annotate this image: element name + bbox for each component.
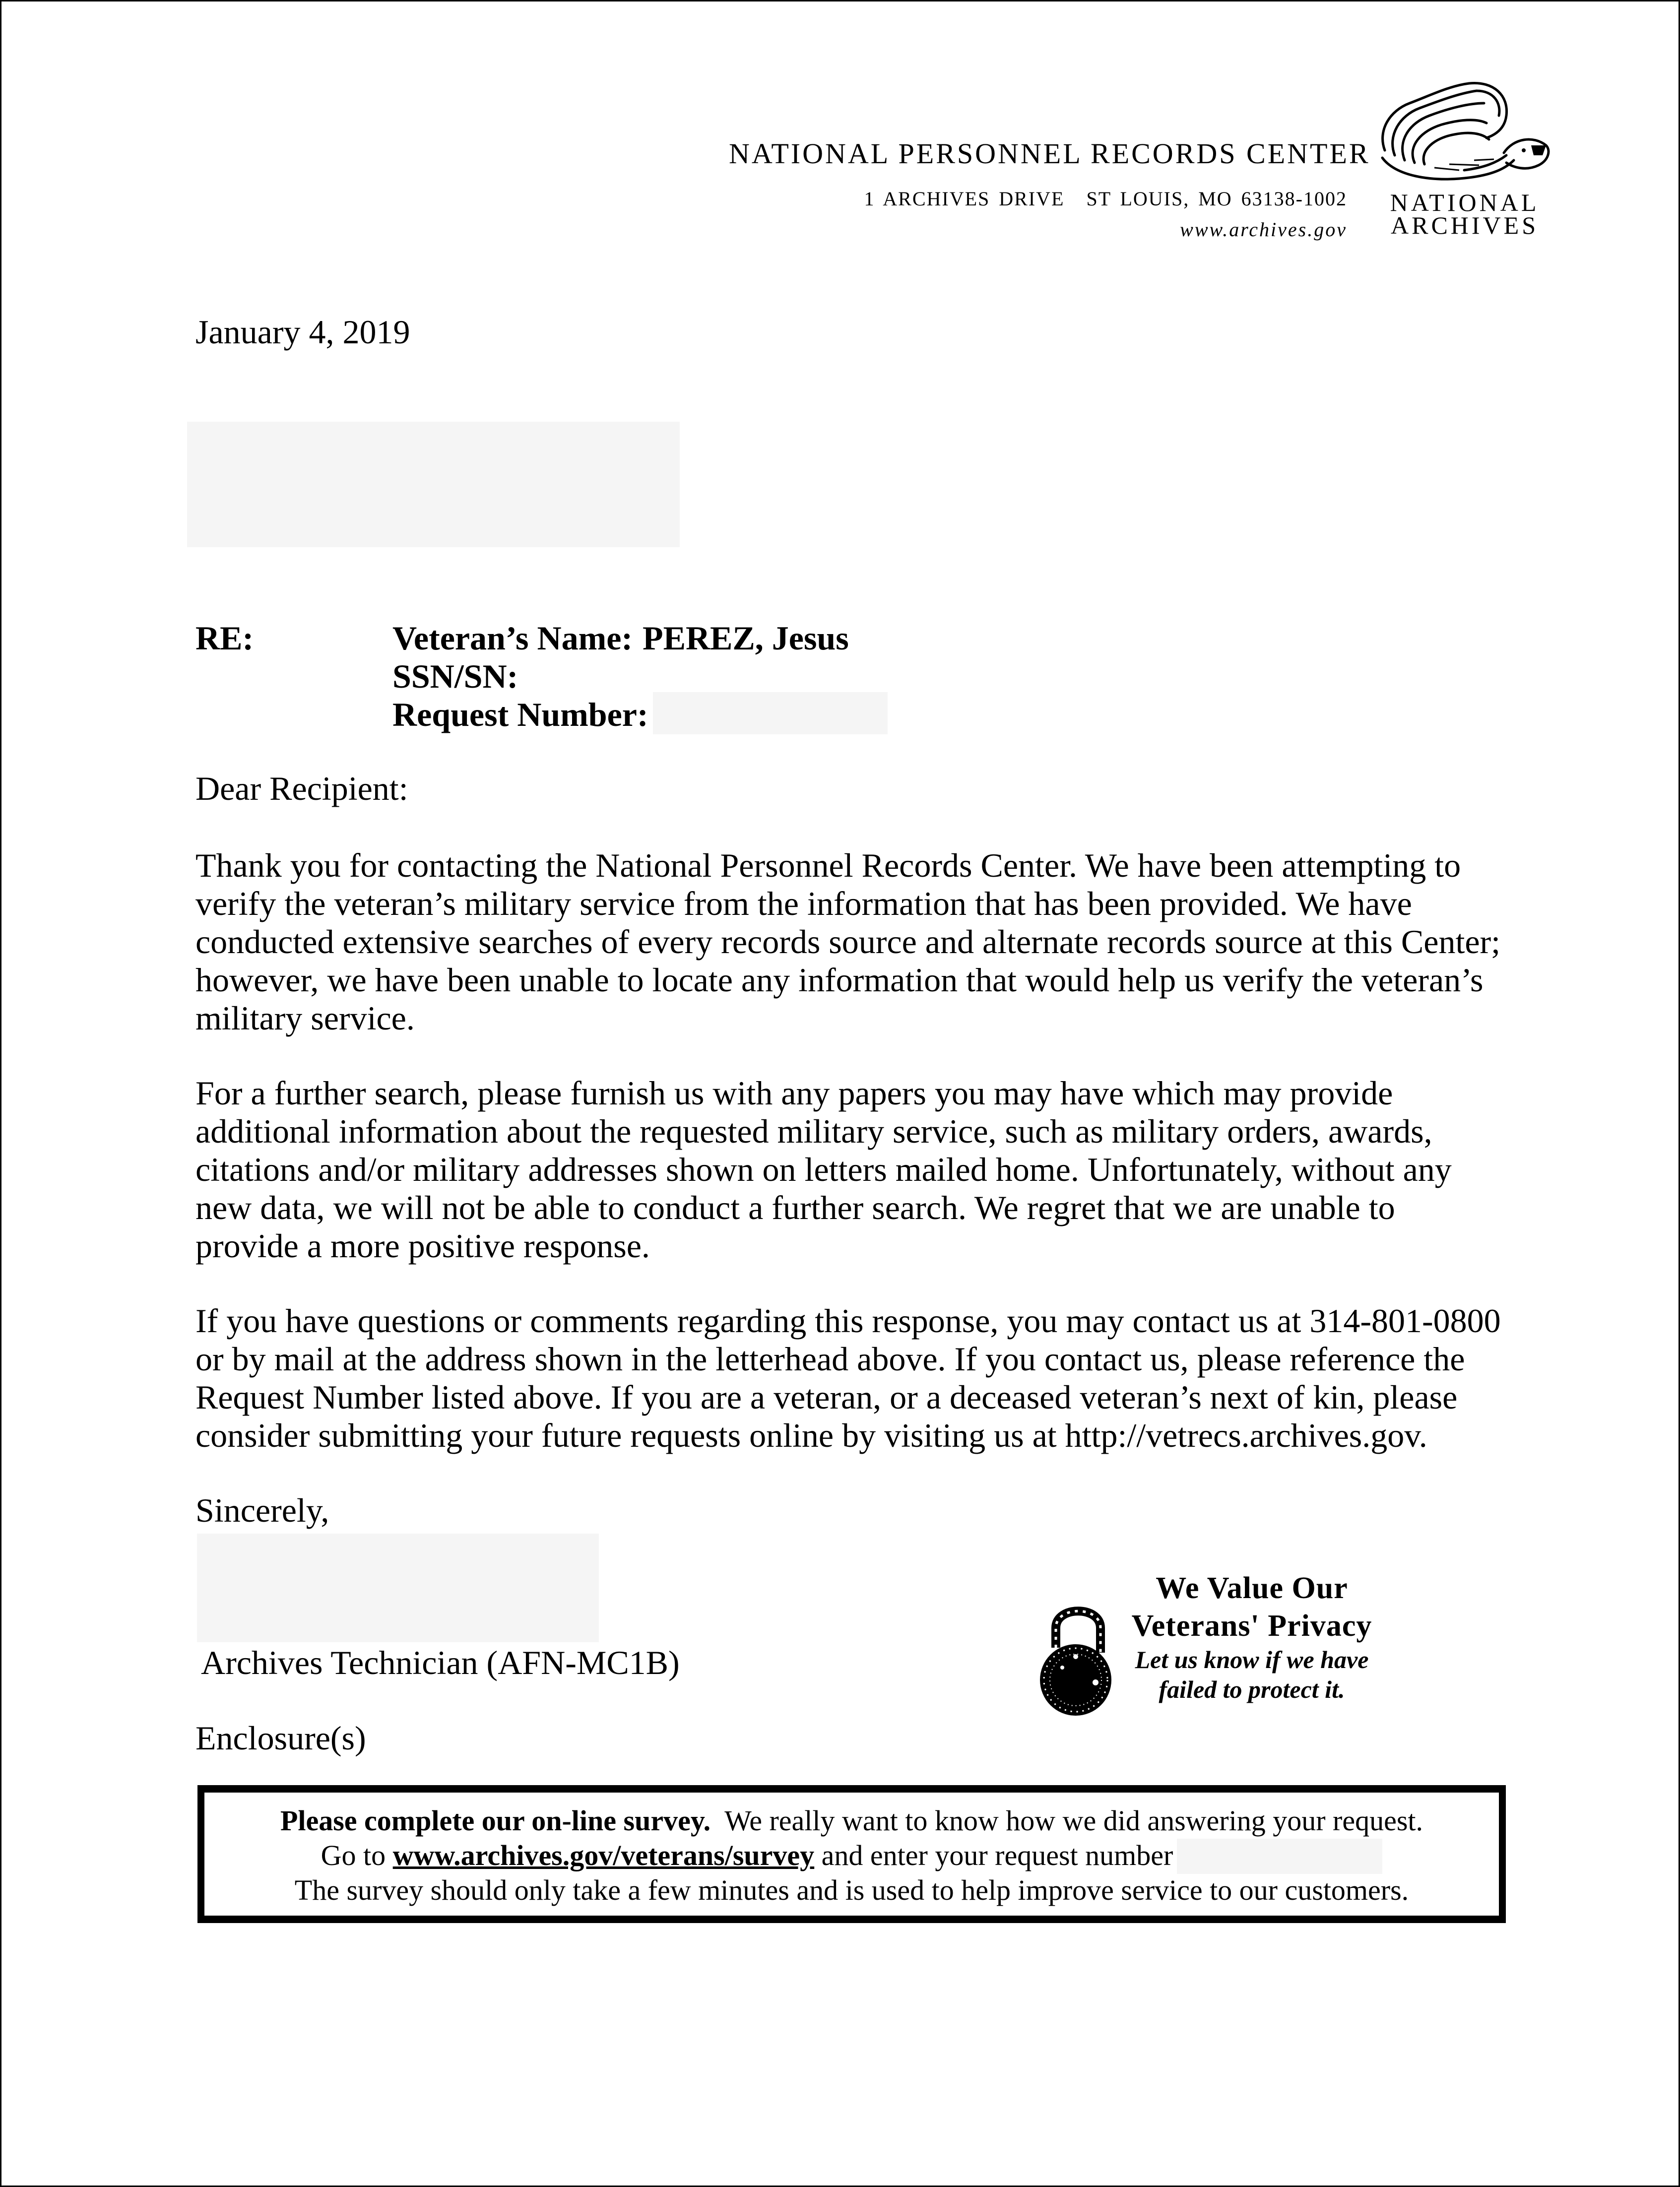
paragraph-line: For a further search, please furnish us with any papers you may have which may provide xyxy=(195,1074,1393,1112)
eagle-icon xyxy=(1375,76,1553,188)
ssn-label: SSN/SN: xyxy=(392,657,518,695)
letterhead-address xyxy=(864,189,1347,209)
privacy-note-line2: failed to protect it. xyxy=(1159,1675,1345,1703)
ssn-row xyxy=(392,657,849,696)
salutation: Dear Recipient: xyxy=(195,770,408,807)
combination-lock-icon xyxy=(1034,1593,1123,1717)
signature-title: Archives Technician (AFN-MC1B) xyxy=(201,1644,680,1681)
letter-date: January 4, 2019 xyxy=(195,313,410,351)
recipient-address-redaction xyxy=(187,422,680,547)
survey-line-1 xyxy=(204,1803,1499,1838)
paragraph-line: Request Number listed above. If you are a veteran, or a deceased veteran’s next of kin, please xyxy=(195,1378,1458,1416)
survey-line1-rest: We really want to know how we did answering your request. xyxy=(711,1804,1423,1837)
paragraph-line: new data, we will not be able to conduct a further search. We regret that we are unable to xyxy=(195,1189,1395,1226)
survey-box xyxy=(197,1785,1506,1923)
paragraph-line: citations and/or military addresses shown on letters mailed home. Unfortunately, without any xyxy=(195,1151,1452,1188)
veteran-name-row xyxy=(392,619,849,657)
paragraph-line: military service. xyxy=(195,999,415,1037)
survey-line2-suffix: and enter your request number xyxy=(814,1839,1173,1871)
paragraph-line: If you have questions or comments regarding this response, you may contact us at 314-801-0800 xyxy=(195,1302,1501,1340)
survey-link[interactable]: www.archives.gov/veterans/survey xyxy=(392,1839,815,1871)
address-street: 1 ARCHIVES DRIVE xyxy=(864,188,1065,210)
survey-goto: Go to xyxy=(321,1839,393,1871)
survey-lead: Please complete our on-line survey. xyxy=(280,1804,711,1837)
paragraph-line: Thank you for contacting the National Personnel Records Center. We have been attempting to xyxy=(195,846,1461,884)
request-number-label: Request Number: xyxy=(392,696,648,733)
veteran-name-value: PEREZ, Jesus xyxy=(643,619,849,657)
paragraph-line: or by mail at the address shown in the letterhead above. If you contact us, please reference the xyxy=(195,1340,1465,1378)
paragraph-line: however, we have been unable to locate any information that would help us verify the veteran’s xyxy=(195,961,1484,999)
request-number-redaction xyxy=(653,692,888,734)
national-archives-wordmark xyxy=(1389,191,1541,237)
privacy-badge xyxy=(1113,1569,1391,1704)
paragraph-3 xyxy=(195,1302,1501,1455)
paragraph-line: verify the veteran’s military service from the information that has been provided. We have xyxy=(195,885,1412,922)
re-label: RE: xyxy=(195,619,254,657)
letterhead-website[interactable]: www.archives.gov xyxy=(1180,218,1347,241)
address-city: ST LOUIS, MO 63138-1002 xyxy=(1086,188,1347,210)
veteran-name-label: Veteran’s Name: xyxy=(392,619,633,657)
survey-line-2 xyxy=(204,1838,1499,1874)
paragraph-1 xyxy=(195,846,1501,1037)
letterhead-title: NATIONAL PERSONNEL RECORDS CENTER xyxy=(729,137,1370,170)
closing: Sincerely, xyxy=(195,1491,329,1529)
enclosure-note: Enclosure(s) xyxy=(195,1719,366,1757)
paragraph-line: conducted extensive searches of every records source and alternate records source at this Center; xyxy=(195,923,1501,961)
privacy-heading-line1: We Value Our xyxy=(1156,1571,1348,1605)
paragraph-line: consider submitting your future requests online by visiting us at http://vetrecs.archives.gov. xyxy=(195,1416,1427,1454)
paragraph-line: provide a more positive response. xyxy=(195,1227,650,1265)
paragraph-2 xyxy=(195,1074,1495,1265)
privacy-note-line1: Let us know if we have xyxy=(1135,1646,1369,1673)
survey-request-number-redaction xyxy=(1177,1839,1382,1874)
privacy-heading-line2: Veterans' Privacy xyxy=(1131,1609,1372,1643)
signature-redaction xyxy=(197,1534,599,1642)
wordmark-line2: ARCHIVES xyxy=(1390,211,1539,239)
survey-line-3: The survey should only take a few minutes and is used to help improve service to our customers. xyxy=(294,1874,1409,1906)
paragraph-line: additional information about the requested military service, such as military orders, awards, xyxy=(195,1112,1432,1150)
wordmark-line1: NATIONAL xyxy=(1390,189,1540,216)
